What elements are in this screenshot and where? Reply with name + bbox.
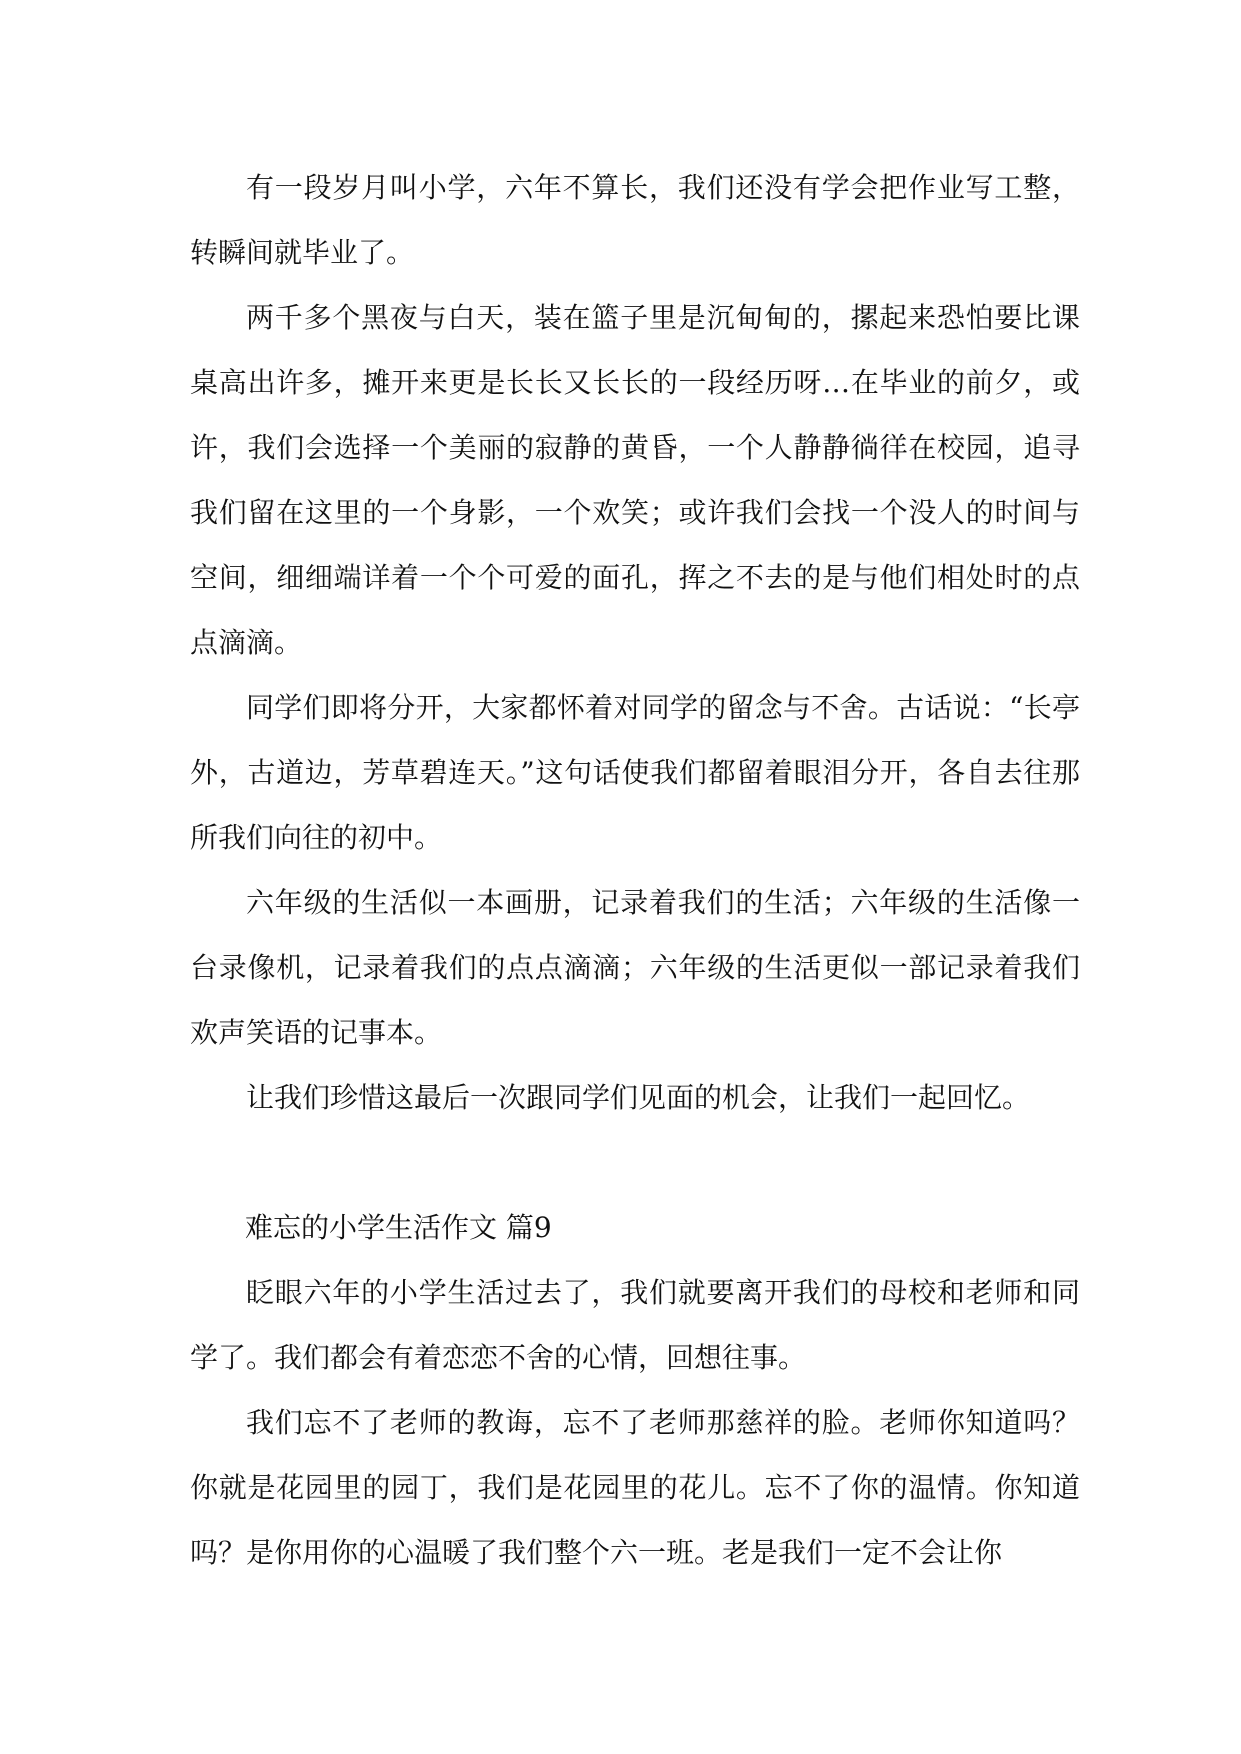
paragraph: 有一段岁月叫小学，六年不算长，我们还没有学会把作业写工整，转瞬间就毕业了。 [190,171,1080,269]
paragraph: 让我们珍惜这最后一次跟同学们见面的机会，让我们一起回忆。 [246,1081,1031,1114]
paragraph: 两千多个黑夜与白天，装在篮子里是沉甸甸的，摞起来恐怕要比课桌高出许多，摊开来更是长长又长长的一段经历呀…在毕业的前夕，或许，我们会选择一个美丽的寂静的黄昏，一个人静静徜徉在校园，追寻我们留在这里的一个身影，一个欢笑；或许我们会找一个没人的时间与空间，细细端详着一个个可爱的面孔，挥之不去的是与他们相处时的点点滴滴。 [190,301,1080,659]
section-spacer [190,1130,1080,1195]
section-title: 难忘的小学生活作文 篇9 [245,1211,552,1244]
paragraph: 六年级的生活似一本画册，记录着我们的生活；六年级的生活像一台录像机，记录着我们的点点滴滴；六年级的生活更似一部记录着我们欢声笑语的记事本。 [190,886,1080,1049]
paragraph: 同学们即将分开，大家都怀着对同学的留念与不舍。古话说：“长亭外，古道边，芳草碧连天。”这句话使我们都留着眼泪分开，各自去往那所我们向往的初中。 [190,691,1080,854]
paragraph: 我们忘不了老师的教诲，忘不了老师那慈祥的脸。老师你知道吗？你就是花园里的园丁，我们是花园里的花儿。忘不了你的温情。你知道吗？是你用你的心温暖了我们整个六一班。老是我们一定不会让你 [190,1406,1080,1569]
document-body [190,155,1080,1585]
paragraph: 眨眼六年的小学生活过去了，我们就要离开我们的母校和老师和同学了。我们都会有着恋恋不舍的心情，回想往事。 [190,1276,1080,1374]
